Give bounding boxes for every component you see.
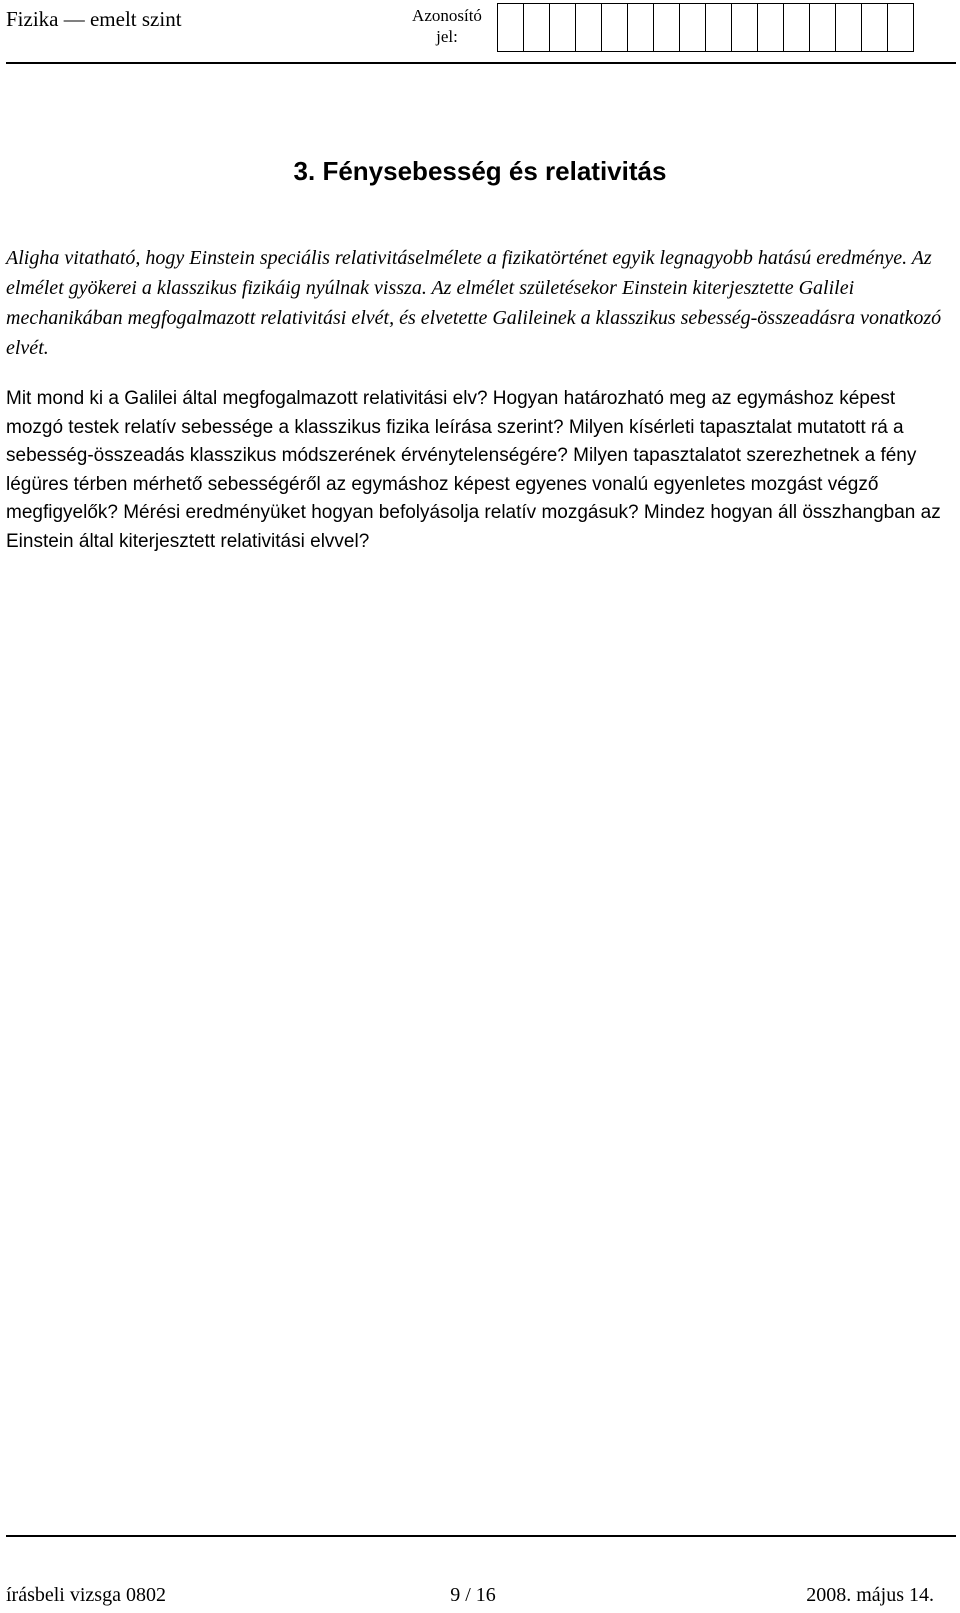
id-box [835, 3, 862, 52]
task-intro: Aligha vitatható, hogy Einstein speciális relativitáselmélete a fizikatörténet egyik legnagyobb hatású eredménye. Az elmélet gyökerei a klasszikus fizikáig nyúlnak vissza. Az elmélet születésekor Einstein kiterjesztette Galilei mechanikában megfogalmazott relativitási elvét, és elvetette Galileinek a klasszikus sebesség-összeadásra vonatkozó elvét. [6, 247, 942, 359]
id-box [861, 3, 888, 52]
task-questions: Mit mond ki a Galilei által megfogalmazott relativitási elv? Hogyan határozható meg az egymáshoz képest mozgó testek relatív sebessége a klasszikus fizika leírása szerint? Milyen kísérleti tapasztalat mutatott rá a sebesség-összeadás klasszikus módszerének érvénytelenségére? Milyen tapasztalatot szerezhetnek a fény légüres térben mérhető sebességéről az egymáshoz képest egyenes vonalú egyenletes mozgást végző megfigyelők? Mérési eredményüket hogyan befolyásolja relatív mozgásuk? Mindez hogyan áll összhangban az Einstein által kiterjesztett relativitási elvvel? [6, 388, 941, 552]
id-box [809, 3, 836, 52]
id-box [653, 3, 680, 52]
id-label: Azonosító jel: [412, 6, 482, 46]
footer-exam-code: írásbeli vizsga 0802 [6, 1584, 166, 1606]
id-boxes [497, 3, 913, 52]
page-header [0, 0, 960, 64]
id-box [757, 3, 784, 52]
id-box [549, 3, 576, 52]
id-box [575, 3, 602, 52]
header-title: Fizika — emelt szint [6, 7, 182, 31]
footer-page-number: 9 / 16 [450, 1584, 496, 1606]
footer-date: 2008. május 14. [806, 1584, 934, 1606]
id-box [731, 3, 758, 52]
page-footer [6, 1582, 956, 1608]
id-box [705, 3, 732, 52]
id-box [497, 3, 524, 52]
id-box [783, 3, 810, 52]
header-rule [6, 62, 956, 64]
id-box [601, 3, 628, 52]
id-box [523, 3, 550, 52]
id-box [679, 3, 706, 52]
id-box [887, 3, 914, 52]
footer-rule [6, 1535, 956, 1537]
task-title: 3. Fénysebesség és relativitás [293, 156, 667, 186]
id-box [627, 3, 654, 52]
